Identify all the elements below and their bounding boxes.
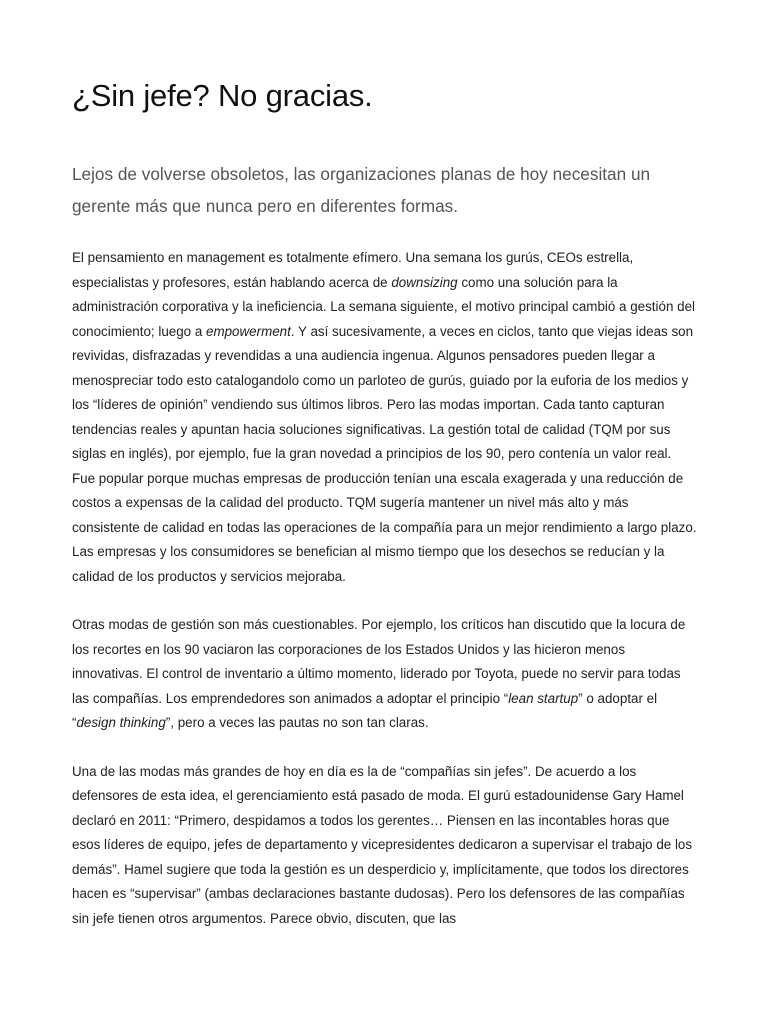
- paragraph-3: Una de las modas más grandes de hoy en día es la de “compañías sin jefes”. De acuerdo a los defensores de esta idea, el gerenciamiento está pasado de moda. El gurú estadounidense Gary Hamel declaró en 2011: “Primero, despidamos a todos los gerentes… Piensen en las incontables horas que esos líderes de equipo, jefes de departamento y vicepresidentes dedicaron a supervisar el trabajo de los demás”. Hamel sugiere que toda la gestión es un desperdicio y, implícitamente, que todos los directores hacen es “supervisar” (ambas declaraciones bastante dudosas). Pero los defensores de las compañías sin jefe tienen otros argumentos. Parece obvio, discuten, que las: [72, 763, 693, 926]
- paragraph-2-text-b: ” o adoptar el “: [72, 690, 658, 730]
- paragraph-2-italic-design-thinking: design thinking: [76, 715, 166, 730]
- paragraph-1: [72, 246, 698, 589]
- article-title: ¿Sin jefe? No gracias.: [72, 78, 373, 113]
- paragraph-2-text-a: Otras modas de gestión son más cuestionables. Por ejemplo, los críticos han discutido que la locura de los recortes en los 90 vaciaron las corporaciones de los Estados Unidos y las hicieron menos innovativas. El control de inventario a último momento, liderado por Toyota, puede no servir para todas las compañías. Los emprendedores son animados a adoptar el principio “: [72, 617, 686, 706]
- paragraph-1-text-a: El pensamiento en management es totalmente efímero. Una semana los gurús, CEOs estrella, especialistas y profesores, están hablando acerca de: [72, 250, 634, 290]
- article-subtitle: Lejos de volverse obsoletos, las organizaciones planas de hoy necesitan un gerente más que nunca pero en diferentes formas.: [72, 164, 651, 216]
- paragraph-2-text-c: ”, pero a veces las pautas no son tan claras.: [165, 715, 429, 730]
- paragraph-2-italic-lean-startup: lean startup: [508, 690, 579, 706]
- paragraph-1-italic-empowerment: empowerment: [206, 323, 291, 339]
- paragraph-1-text-b: como una solución para la administración corporativa y la ineficiencia. La semana siguiente, el motivo principal cambió a gestión del conocimiento; luego a: [72, 274, 695, 339]
- paragraph-1-italic-downsizing: downsizing: [391, 274, 458, 290]
- paragraph-1-text-c: . Y así sucesivamente, a veces en ciclos, tanto que viejas ideas son revividas, disfrazadas y revendidas a una audiencia ingenua. Algunos pensadores pueden llegar a menospreciar todo esto catalogandolo como un parloteo de gurús, guiado por la euforia de los medios y los “líderes de opinión” vendiendo sus últimos libros. Pero las modas importan. Cada tanto capturan tendencias reales y apuntan hacia soluciones significativas. La gestión total de calidad (TQM por sus siglas en inglés), por ejemplo, fue la gran novedad a principios de los 90, pero contenía un valor real. Fue popular porque muchas empresas de producción tenían una escala exagerada y una reducción de costos a expensas de la calidad del producto. TQM sugería mantener un nivel más alto y más consistente de calidad en todas las operaciones de la compañía para un mejor rendimiento a largo plazo. Las empresas y los consumidores se benefician al mismo tiempo que los desechos se reducían y la calidad de los productos y servicios mejoraba.: [72, 323, 697, 584]
- paragraph-2: [72, 613, 698, 736]
